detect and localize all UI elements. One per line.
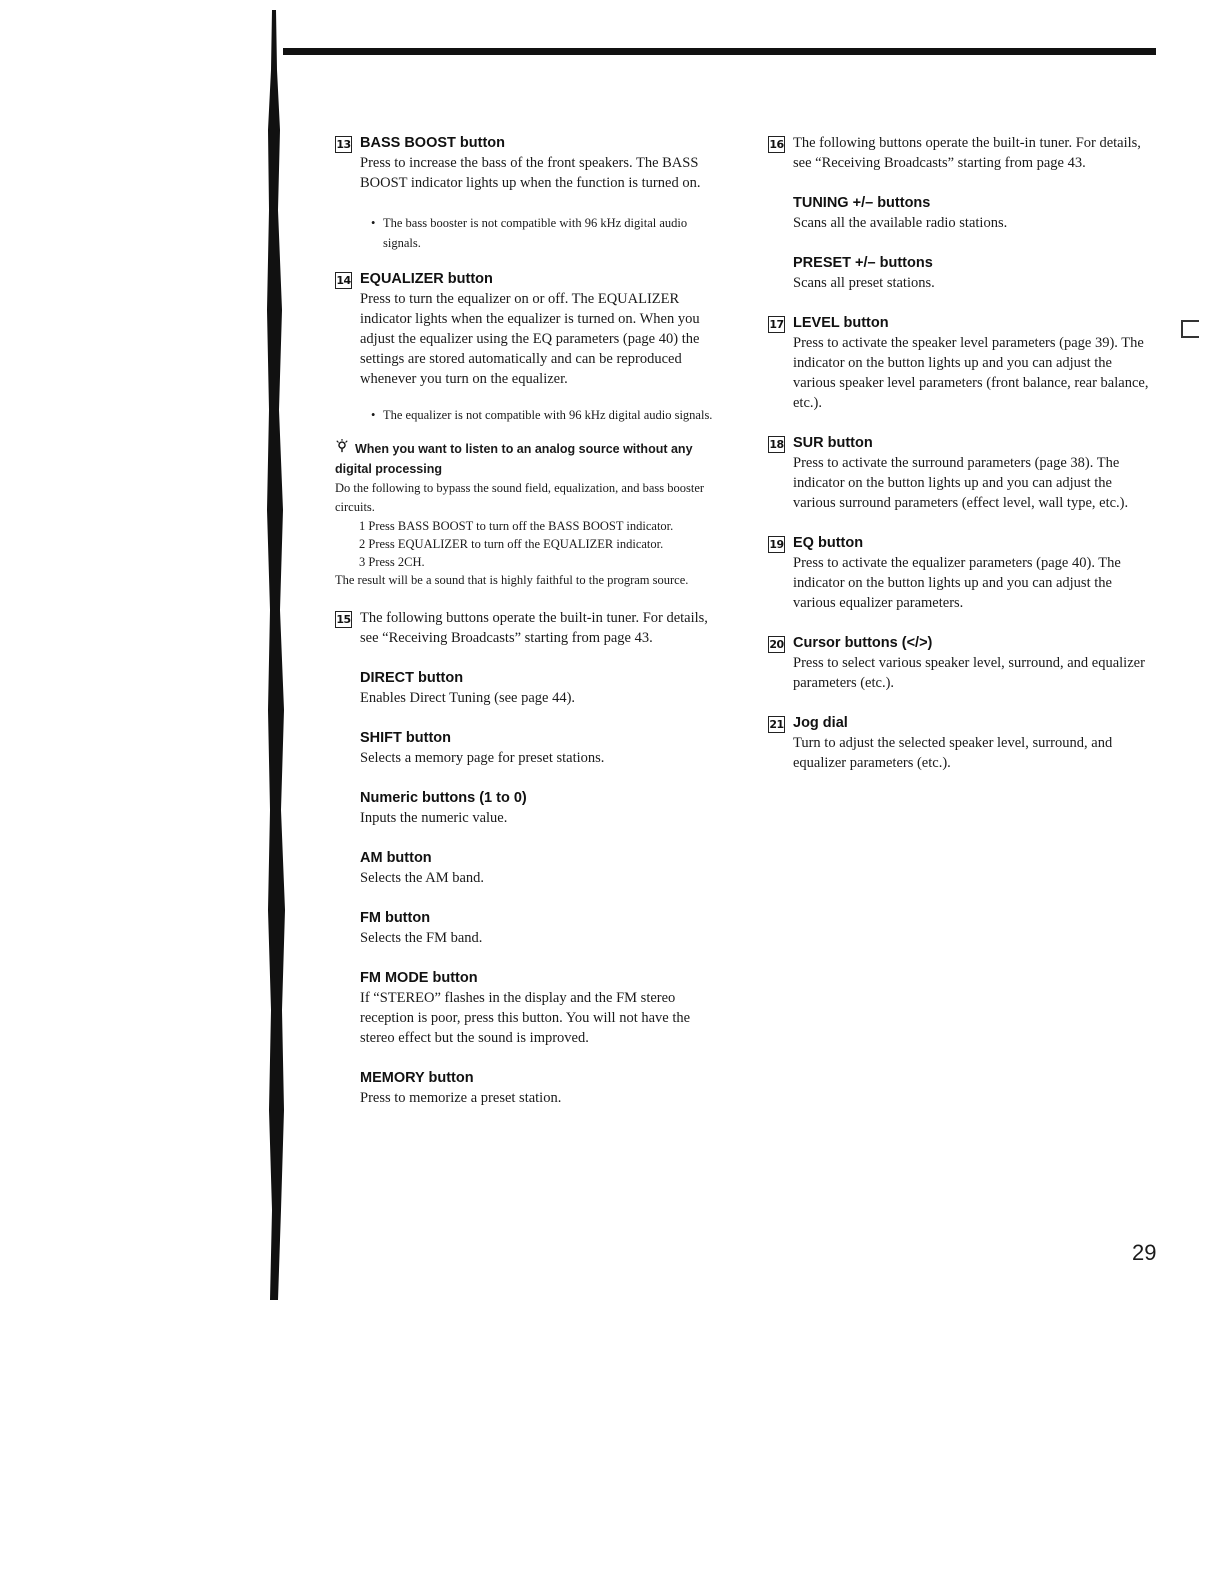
item-number: 13 [336, 138, 351, 151]
item-tuner-buttons [768, 133, 1158, 293]
item-number: 20 [769, 638, 784, 651]
sub-body: Selects the FM band. [360, 930, 483, 946]
sub-body: If “STEREO” flashes in the display and the FM stereo reception is poor, press this button. You will not have the stereo effect but the sound is improved. [360, 990, 691, 1046]
page-number: 29 [1132, 1240, 1157, 1265]
item-body: Press to activate the equalizer parameters (page 40). The indicator on the button lights up and you can adjust the various equalizer parameters. [793, 555, 1121, 611]
item-number: 21 [769, 718, 784, 731]
sub-title: FM MODE button [360, 970, 478, 986]
item-title: BASS BOOST button [360, 135, 505, 151]
sub-title: PRESET +/– buttons [793, 255, 933, 271]
tip-step: 2 Press EQUALIZER to turn off the EQUALIZER indicator. [359, 537, 664, 551]
sub-body: Inputs the numeric value. [360, 810, 508, 826]
note-text: The bass booster is not compatible with 96 kHz digital audio signals. [383, 216, 688, 250]
sub-title: MEMORY button [360, 1070, 474, 1086]
item-body: The following buttons operate the built-in tuner. For details, see “Receiving Broadcasts” starting from page 43. [793, 135, 1141, 171]
note [371, 405, 725, 425]
sub-item-direct [360, 668, 725, 708]
tip-step: 3 Press 2CH. [359, 555, 425, 569]
note [371, 213, 725, 253]
item-title: EQ button [793, 535, 864, 551]
tip-result: The result will be a sound that is highly faithful to the program source. [335, 573, 689, 587]
item-number: 17 [769, 318, 784, 331]
item-sur [768, 433, 1158, 513]
top-rule [283, 48, 1156, 55]
item-body: Press to increase the bass of the front speakers. The BASS BOOST indicator lights up when the function is turned on. [360, 155, 701, 191]
item-body: Press to activate the speaker level parameters (page 39). The indicator on the button lights up and you can adjust the various speaker level parameters (front balance, rear balance, etc.). [793, 335, 1149, 411]
item-title: EQUALIZER button [360, 271, 493, 287]
sub-item-tuning [793, 193, 1158, 233]
sub-item-fm-mode [360, 968, 725, 1048]
item-body: The following buttons operate the built-in tuner. For details, see “Receiving Broadcasts” starting from page 43. [360, 610, 708, 646]
sub-item-am [360, 848, 725, 888]
item-body: Turn to adjust the selected speaker level, surround, and equalizer parameters (etc.). [793, 735, 1113, 771]
item-jog [768, 713, 1158, 773]
sub-item-memory [360, 1068, 725, 1108]
sub-item-shift [360, 728, 725, 768]
lightbulb-icon [335, 439, 349, 453]
item-bass-boost [335, 133, 725, 253]
item-title: LEVEL button [793, 315, 889, 331]
sub-body: Press to memorize a preset station. [360, 1090, 562, 1106]
sub-body: Scans all preset stations. [793, 275, 935, 291]
sub-title: AM button [360, 850, 432, 866]
bullet-icon: • [371, 216, 376, 230]
sub-item-preset [793, 253, 1158, 293]
item-number: 19 [769, 538, 784, 551]
sub-body: Scans all the available radio stations. [793, 215, 1008, 231]
edge-mark [1181, 320, 1199, 338]
sub-body: Selects a memory page for preset stations. [360, 750, 605, 766]
item-number: 15 [336, 613, 351, 626]
sub-title: Numeric buttons (1 to 0) [360, 790, 527, 806]
note-text: The equalizer is not compatible with 96 kHz digital audio signals. [383, 408, 713, 422]
item-number: 18 [769, 438, 784, 451]
sub-title: SHIFT button [360, 730, 452, 746]
item-number: 16 [769, 138, 784, 151]
item-number: 14 [336, 274, 351, 287]
bullet-icon: • [371, 408, 376, 422]
left-column [335, 133, 725, 1108]
item-body: Press to turn the equalizer on or off. The EQUALIZER indicator lights when the equalizer is turned on. When you adjust the equalizer using the EQ parameters (page 40) the settings are stored automatically and can be reproduced whenever you turn on the equalizer. [360, 291, 700, 387]
item-tuner [335, 608, 725, 1108]
item-title: Jog dial [793, 715, 848, 731]
item-equalizer [335, 269, 725, 425]
binding-edge [266, 10, 286, 1300]
item-level [768, 313, 1158, 413]
tip-heading [335, 439, 725, 479]
item-body: Press to select various speaker level, surround, and equalizer parameters (etc.). [793, 655, 1145, 691]
sub-body: Selects the AM band. [360, 870, 485, 886]
sub-title: TUNING +/– buttons [793, 195, 931, 211]
sub-item-numeric [360, 788, 725, 828]
sub-title: FM button [360, 910, 431, 926]
sub-item-fm [360, 908, 725, 948]
tip-heading-text: When you want to listen to an analog source without any digital processing [335, 442, 693, 476]
tip-step: 1 Press BASS BOOST to turn off the BASS BOOST indicator. [359, 519, 674, 533]
sub-title: DIRECT button [360, 670, 464, 686]
item-title: Cursor buttons (</>) [793, 635, 933, 651]
item-body: Press to activate the surround parameters (page 38). The indicator on the button lights up and you can adjust the various surround parameters (effect level, wall type, etc.). [793, 455, 1129, 511]
item-eq [768, 533, 1158, 613]
tip-box [335, 439, 725, 590]
right-column [768, 133, 1158, 773]
item-title: SUR button [793, 435, 873, 451]
sub-body: Enables Direct Tuning (see page 44). [360, 690, 576, 706]
item-cursor [768, 633, 1158, 693]
tip-intro: Do the following to bypass the sound field, equalization, and bass booster circuits. [335, 481, 705, 514]
